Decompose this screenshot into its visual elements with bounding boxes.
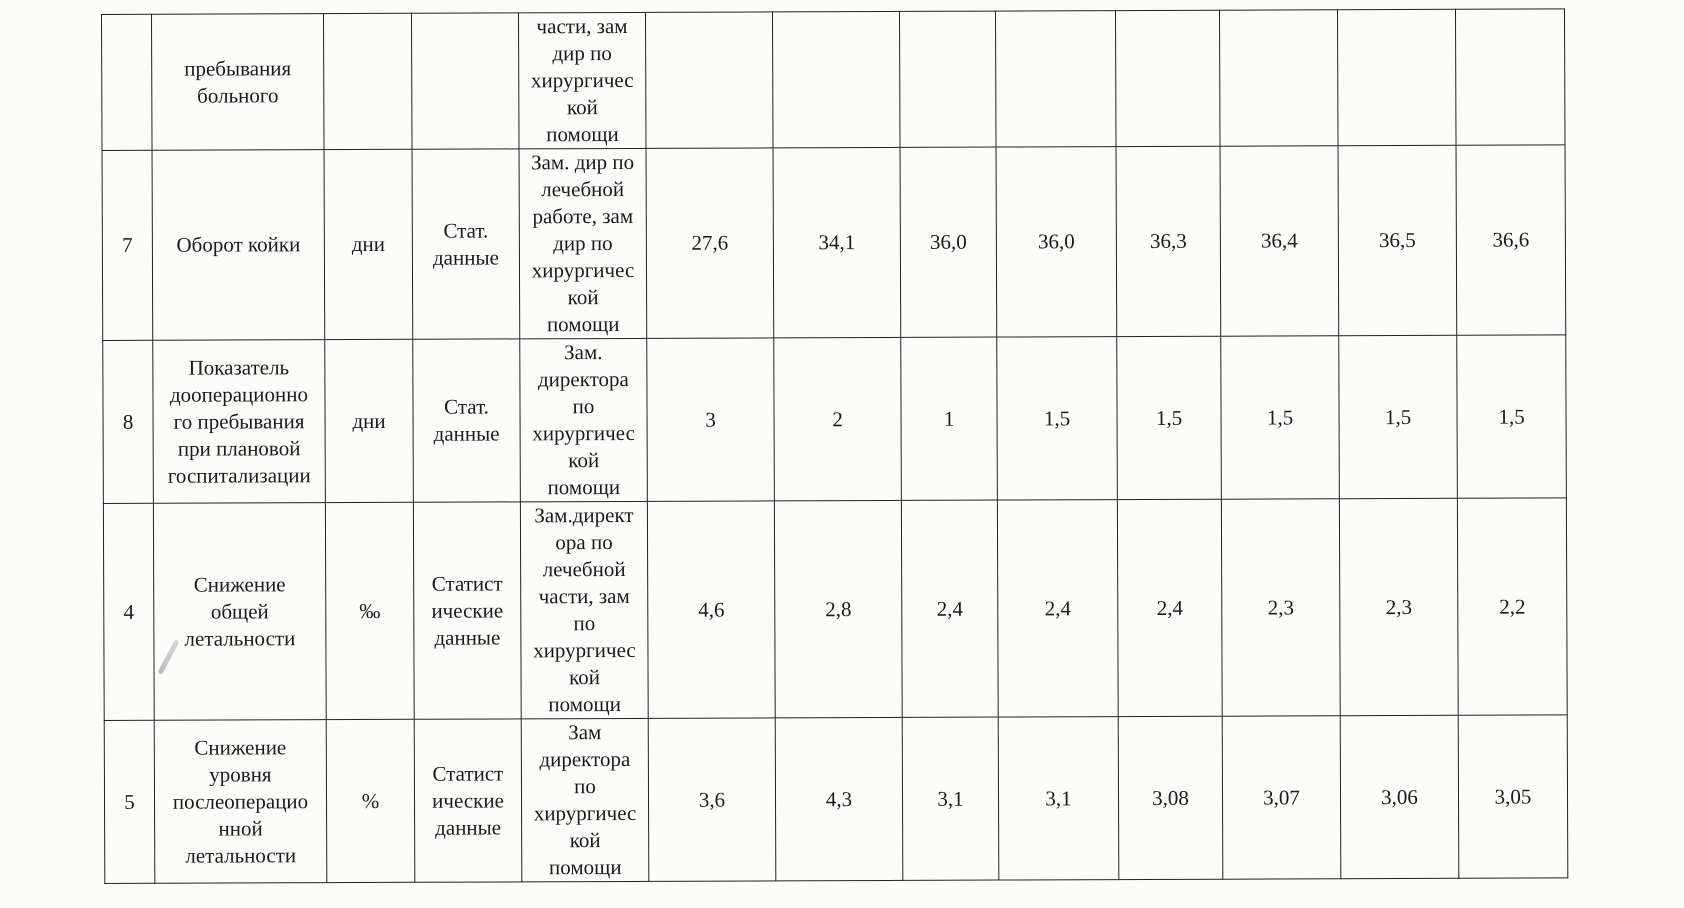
value-cell: 2,3	[1339, 498, 1458, 715]
value-cell	[995, 11, 1116, 147]
value-cell	[1455, 9, 1565, 145]
row-number: 5	[104, 720, 155, 883]
source-cell	[411, 13, 519, 149]
source-cell: Стат. данные	[413, 339, 521, 502]
value-cell: 2,2	[1457, 498, 1567, 715]
value-cell: 36,5	[1338, 145, 1457, 335]
row-number	[102, 14, 153, 150]
value-cell: 1,5	[1457, 335, 1567, 498]
value-cell: 36,6	[1456, 145, 1566, 335]
value-cell	[645, 12, 773, 148]
value-cell: 2,3	[1221, 499, 1340, 716]
indicator-name: пребывания больного	[152, 14, 325, 151]
value-cell	[899, 11, 996, 147]
value-cell: 27,6	[646, 148, 774, 338]
indicator-name: Оборот койки	[152, 150, 325, 341]
responsible-cell: Зам. директора по хирургичес кой помощи	[520, 338, 648, 501]
unit-cell	[324, 13, 413, 149]
value-cell: 2	[774, 337, 902, 500]
value-cell: 1	[901, 337, 998, 500]
value-cell	[1115, 10, 1220, 146]
unit-cell: дни	[325, 339, 414, 502]
unit-cell: ‰	[325, 502, 414, 719]
indicator-name: Показатель дооперационно го пребывания при плановой госпитализации	[153, 340, 326, 504]
value-cell: 2,4	[1117, 499, 1222, 716]
indicator-name: Снижение общей летальности	[153, 503, 326, 721]
table-row	[104, 715, 1568, 884]
value-cell: 3,6	[648, 718, 776, 881]
value-cell: 2,4	[997, 500, 1118, 717]
source-cell: Статист ические данные	[414, 719, 522, 882]
row-number: 7	[102, 150, 153, 340]
table-row	[102, 9, 1566, 151]
value-cell: 3,07	[1222, 716, 1341, 879]
value-cell: 4,6	[647, 501, 775, 718]
source-cell: Статист ические данные	[413, 502, 521, 719]
value-cell: 36,3	[1116, 146, 1221, 336]
unit-cell: %	[326, 719, 415, 882]
value-cell: 1,5	[1339, 335, 1458, 498]
source-cell: Стат. данные	[412, 149, 520, 339]
value-cell	[772, 11, 900, 147]
value-cell	[1219, 10, 1338, 146]
responsible-cell: Зам директора по хирургичес кой помощи	[521, 718, 649, 881]
row-number: 4	[103, 503, 154, 720]
table-row	[103, 335, 1567, 504]
indicators-table	[101, 8, 1568, 884]
value-cell: 34,1	[773, 147, 901, 337]
row-number: 8	[103, 340, 154, 503]
value-cell: 1,5	[997, 337, 1118, 500]
indicator-name: Снижение уровня послеоперацио нной летальности	[154, 720, 327, 884]
responsible-cell: Зам.директ ора по лечебной части, зам по хирургичес кой помощи	[520, 501, 648, 718]
value-cell: 2,8	[774, 500, 902, 717]
value-cell: 3,08	[1118, 716, 1223, 879]
responsible-cell: части, зам дир по хирургичес кой помощи	[518, 12, 646, 148]
value-cell: 3,1	[998, 717, 1119, 880]
value-cell: 36,4	[1220, 146, 1339, 336]
value-cell: 36,0	[900, 147, 997, 337]
table-row	[103, 498, 1567, 721]
table-row	[102, 145, 1566, 341]
value-cell	[1337, 9, 1456, 145]
value-cell: 1,5	[1117, 336, 1222, 499]
value-cell: 2,4	[901, 500, 998, 717]
value-cell: 3	[647, 338, 775, 501]
value-cell: 36,0	[996, 147, 1117, 337]
value-cell: 3,05	[1458, 715, 1568, 878]
responsible-cell: Зам. дир по лечебной работе, зам дир по хирургичес кой помощи	[519, 148, 647, 338]
value-cell: 4,3	[775, 717, 903, 880]
value-cell: 1,5	[1221, 336, 1340, 499]
value-cell: 3,06	[1340, 715, 1459, 878]
value-cell: 3,1	[902, 717, 999, 880]
unit-cell: дни	[324, 149, 413, 339]
